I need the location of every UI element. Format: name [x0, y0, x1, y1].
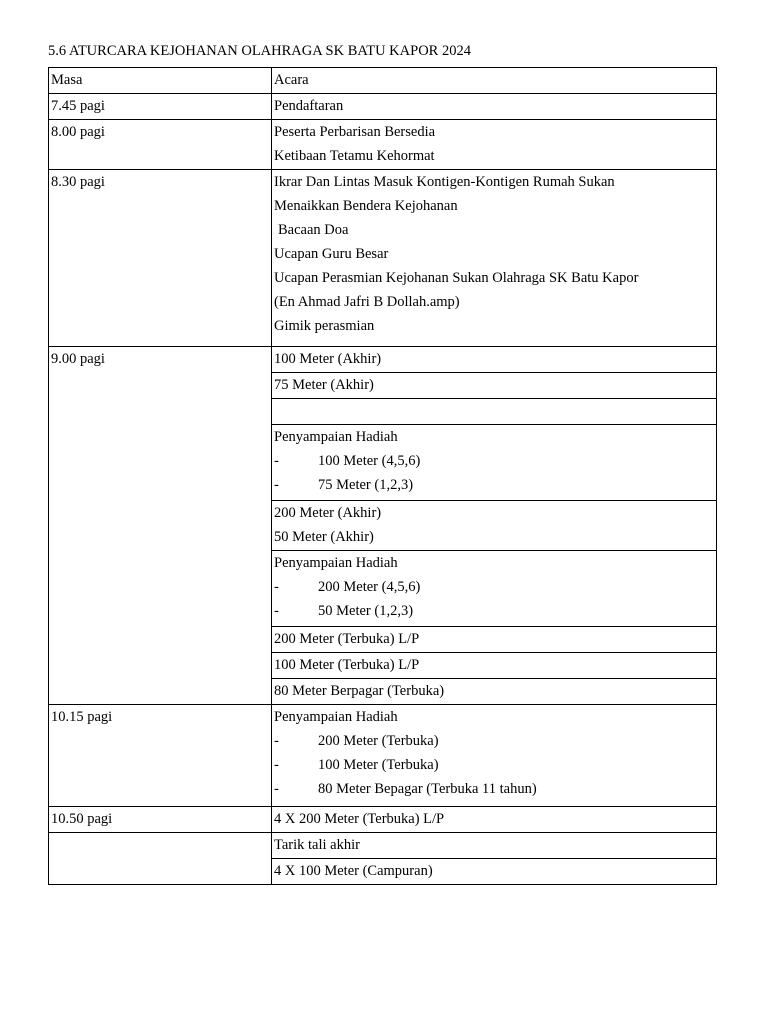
table-row: [49, 170, 717, 347]
event-line: (En Ahmad Jafri B Dollah.amp): [274, 294, 460, 310]
prize-item: [274, 473, 714, 497]
event-line: Ucapan Perasmian Kejohanan Sukan Olahraga SK Batu Kapor: [274, 270, 639, 286]
event-line: Ikrar Dan Lintas Masuk Kontigen-Kontigen Rumah Sukan: [274, 174, 615, 190]
time-cell: 8.00 pagi: [49, 120, 272, 170]
table-row: [49, 347, 717, 373]
prize-item-text: 75 Meter (1,2,3): [318, 477, 414, 493]
time-cell-empty: [49, 833, 272, 885]
dash-marker: -: [274, 757, 279, 773]
prize-item-text: 100 Meter (Terbuka): [318, 757, 439, 773]
event-line: Ucapan Guru Besar: [274, 246, 389, 262]
event-line: Bacaan Doa: [278, 222, 349, 238]
event-line: 50 Meter (Akhir): [274, 529, 374, 545]
prize-label: Penyampaian Hadiah: [274, 555, 398, 571]
prize-item-text: 50 Meter (1,2,3): [318, 603, 414, 619]
event-line: Ketibaan Tetamu Kehormat: [274, 148, 435, 164]
event-cell: [272, 551, 717, 627]
event-line: Peserta Perbarisan Bersedia: [274, 124, 436, 140]
table-row: [49, 807, 717, 833]
event-cell: 4 X 200 Meter (Terbuka) L/P: [272, 807, 717, 833]
event-cell: Pendaftaran: [272, 94, 717, 120]
dash-marker: -: [274, 579, 279, 595]
prize-item-text: 80 Meter Bepagar (Terbuka 11 tahun): [318, 781, 537, 797]
event-cell: [272, 120, 717, 170]
header-masa: Masa: [49, 68, 272, 94]
event-line: Gimik perasmian: [274, 318, 375, 334]
prize-item: [274, 449, 714, 473]
event-cell: 100 Meter (Akhir): [272, 347, 717, 373]
event-cell: Tarik tali akhir: [272, 833, 717, 859]
event-cell: [272, 425, 717, 501]
table-row: [49, 94, 717, 120]
time-cell: 9.00 pagi: [49, 347, 272, 705]
prize-item: [274, 729, 714, 753]
event-cell: 4 X 100 Meter (Campuran): [272, 859, 717, 885]
event-line: 200 Meter (Akhir): [274, 505, 382, 521]
event-cell: 80 Meter Berpagar (Terbuka): [272, 679, 717, 705]
event-cell: 200 Meter (Terbuka) L/P: [272, 627, 717, 653]
time-cell: 10.50 pagi: [49, 807, 272, 833]
table-row: [49, 833, 717, 859]
event-cell: [272, 170, 717, 347]
event-cell: 100 Meter (Terbuka) L/P: [272, 653, 717, 679]
document-title: 5.6 ATURCARA KEJOHANAN OLAHRAGA SK BATU KAPOR 2024: [48, 43, 471, 59]
event-line: Menaikkan Bendera Kejohanan: [274, 198, 458, 214]
prize-item: [274, 753, 714, 777]
table-row: [49, 705, 717, 807]
time-cell: 8.30 pagi: [49, 170, 272, 347]
event-cell-empty: [272, 399, 717, 425]
event-cell: [272, 501, 717, 551]
header-acara: Acara: [272, 68, 717, 94]
dash-marker: -: [274, 781, 279, 797]
prize-label: Penyampaian Hadiah: [274, 709, 398, 725]
prize-item-text: 200 Meter (Terbuka): [318, 733, 439, 749]
dash-marker: -: [274, 603, 279, 619]
prize-item: [274, 599, 714, 623]
table-row: [49, 120, 717, 170]
table-header-row: [49, 68, 717, 94]
prize-item-text: 100 Meter (4,5,6): [318, 453, 421, 469]
prize-label: Penyampaian Hadiah: [274, 429, 398, 445]
event-cell: 75 Meter (Akhir): [272, 373, 717, 399]
schedule-table: [48, 67, 717, 885]
time-cell: 10.15 pagi: [49, 705, 272, 807]
event-cell: [272, 705, 717, 807]
prize-item: [274, 575, 714, 599]
prize-item-text: 200 Meter (4,5,6): [318, 579, 421, 595]
dash-marker: -: [274, 453, 279, 469]
prize-item: [274, 777, 714, 801]
dash-marker: -: [274, 477, 279, 493]
dash-marker: -: [274, 733, 279, 749]
time-cell: 7.45 pagi: [49, 94, 272, 120]
